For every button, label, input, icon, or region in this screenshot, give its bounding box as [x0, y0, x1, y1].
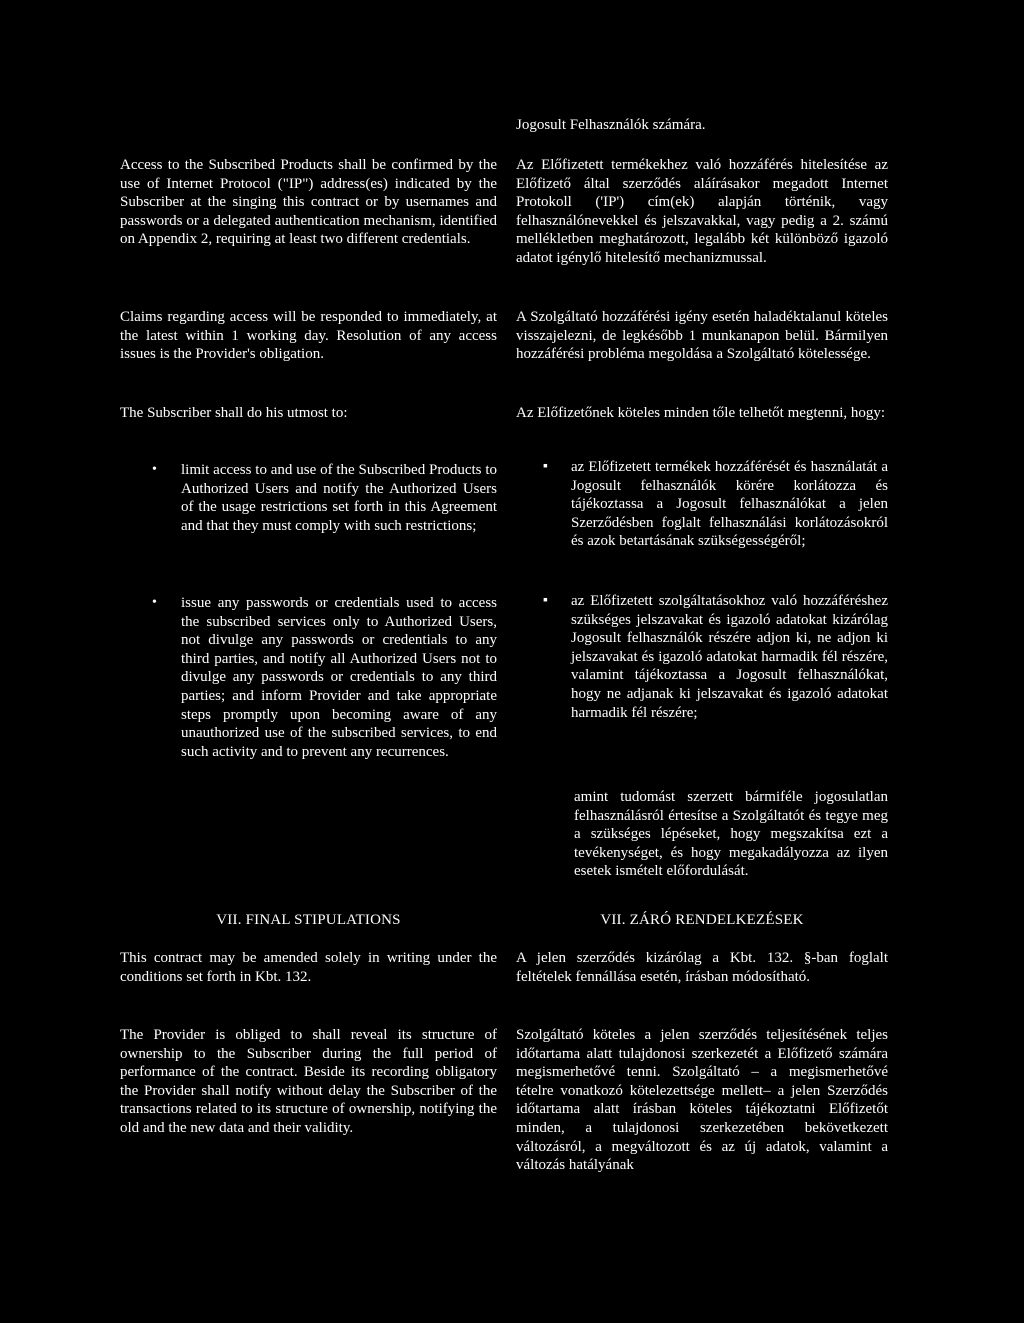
square-bullet-icon: ▪ — [543, 593, 548, 608]
section-heading-hu: VII. ZÁRÓ RENDELKEZÉSEK — [600, 912, 804, 928]
ownership-paragraph-hu: Szolgáltató köteles a jelen szerződés teljesítésének teljes időtartama alatt tulajdonosi szerkezetét a Előfizető számára megismerhetővé tenni. Szolgáltató – a megismerhetővé tételre vonatkozó kötelezettsége mellett– a jelen Szerződés időtartama alatt írásban köteles tájékoztatni Előfizetőt minden, a tulajdonosi szerkezetében bekövetkezett változásról, a megváltozott és az új adatok, valamint a változás hatályának — [516, 1027, 888, 1174]
english-column — [120, 0, 497, 1323]
bullet-text-hu-2: az Előfizetett szolgáltatásokhoz való hozzáféréshez szükséges jelszavakat és igazoló adatokat kizárólag Jogosult felhasználók részére adjon ki, ne adjon ki jelszavakat és igazoló adatokat harmadik fél részére, valamint tájékoztassa a Jogosult felhasználókat, hogy ne adjanak ki jelszavakat és igazoló adatokat harmadik fél részére; — [571, 593, 888, 721]
square-bullet-icon: ▪ — [543, 459, 548, 474]
access-paragraph-en: Access to the Subscribed Products shall be confirmed by the use of Internet Protocol ("IP") address(es) indicated by the Subscriber at the singing this contract or by usernames and passwords or a delegated authentication mechanism, identified on Appendix 2, requiring at least two different credentials. — [120, 157, 497, 248]
amendment-paragraph-en: This contract may be amended solely in writing under the conditions set forth in Kbt. 132. — [120, 950, 497, 985]
claims-paragraph-en: Claims regarding access will be responded to immediately, at the latest within 1 working day. Resolution of any access issues is the Provider's obligation. — [120, 309, 497, 363]
bullet-icon: • — [152, 462, 157, 477]
subscriber-duties-intro-hu: Az Előfizetőnek köteles minden tőle telhetőt megtenni, hogy: — [516, 405, 886, 421]
bullet-icon: • — [152, 595, 157, 610]
ownership-paragraph-en: The Provider is obliged to shall reveal its structure of ownership to the Subscriber during the full period of performance of the contract. Beside its recording obligatory the Provider shall notify without delay the Subscriber of the transactions related to its structure of ownership, notifying the old and the new data and their validity. — [120, 1027, 497, 1136]
bullet-text-en-1: limit access to and use of the Subscribed Products to Authorized Users and notify the Authorized Users of the usage restrictions set forth in this Agreement and that they must comply with such restrictions; — [181, 462, 497, 534]
amendment-paragraph-hu: A jelen szerződés kizárólag a Kbt. 132. §-ban foglalt feltételek fennállása esetén, írásban módosítható. — [516, 950, 888, 985]
bullet-text-hu-1: az Előfizetett termékek hozzáférését és használatát a Jogosult felhasználók körére korlátozza és tájékoztassa a Jogosult felhasználókat a jelen Szerződésben foglalt felhasználási korlátozásokról és azok betartásának szükségességéről; — [571, 459, 888, 550]
bullet-text-en-2: issue any passwords or credentials used to access the subscribed services only to Authorized Users, not divulge any passwords or credentials to any third parties, and notify all Authorized Users not to divulge any passwords or credentials to any third parties; and inform Provider and take appropriate steps promptly upon becoming aware of any unauthorized use of the subscribed services, to end such activity and to prevent any recurrences. — [181, 595, 497, 760]
subscriber-duties-intro-en: The Subscriber shall do his utmost to: — [120, 405, 348, 421]
section-heading-en: VII. FINAL STIPULATIONS — [216, 912, 401, 928]
continued-text-top: Jogosult Felhasználók számára. — [516, 117, 706, 133]
claims-paragraph-hu: A Szolgáltató hozzáférési igény esetén haladéktalanul köteles visszajelezni, de legkésőbb 1 munkanapon belül. Bármilyen hozzáférési probléma megoldása a Szolgáltató kötelessége. — [516, 309, 888, 363]
bullet-continuation-hu: amint tudomást szerzett bármiféle jogosulatlan felhasználásról értesítse a Szolgáltatót és tegye meg a szükséges lépéseket, hogy megszakítsa ezt a tevékenységet, és hogy megakadályozza az ilyen esetek ismételt előfordulását. — [574, 789, 888, 880]
hungarian-column — [516, 0, 888, 1323]
access-paragraph-hu: Az Előfizetett termékekhez való hozzáférés hitelesítése az Előfizető által szerződés aláírásakor megadott Internet Protokoll ('IP') cím(ek) alapján történik, vagy felhasználónevekkel és jelszavakkal, vagy pedig a 2. számú mellékletben meghatározott, legalább két különböző igazoló adatot igénylő hitelesítő mechanizmussal. — [516, 157, 888, 266]
